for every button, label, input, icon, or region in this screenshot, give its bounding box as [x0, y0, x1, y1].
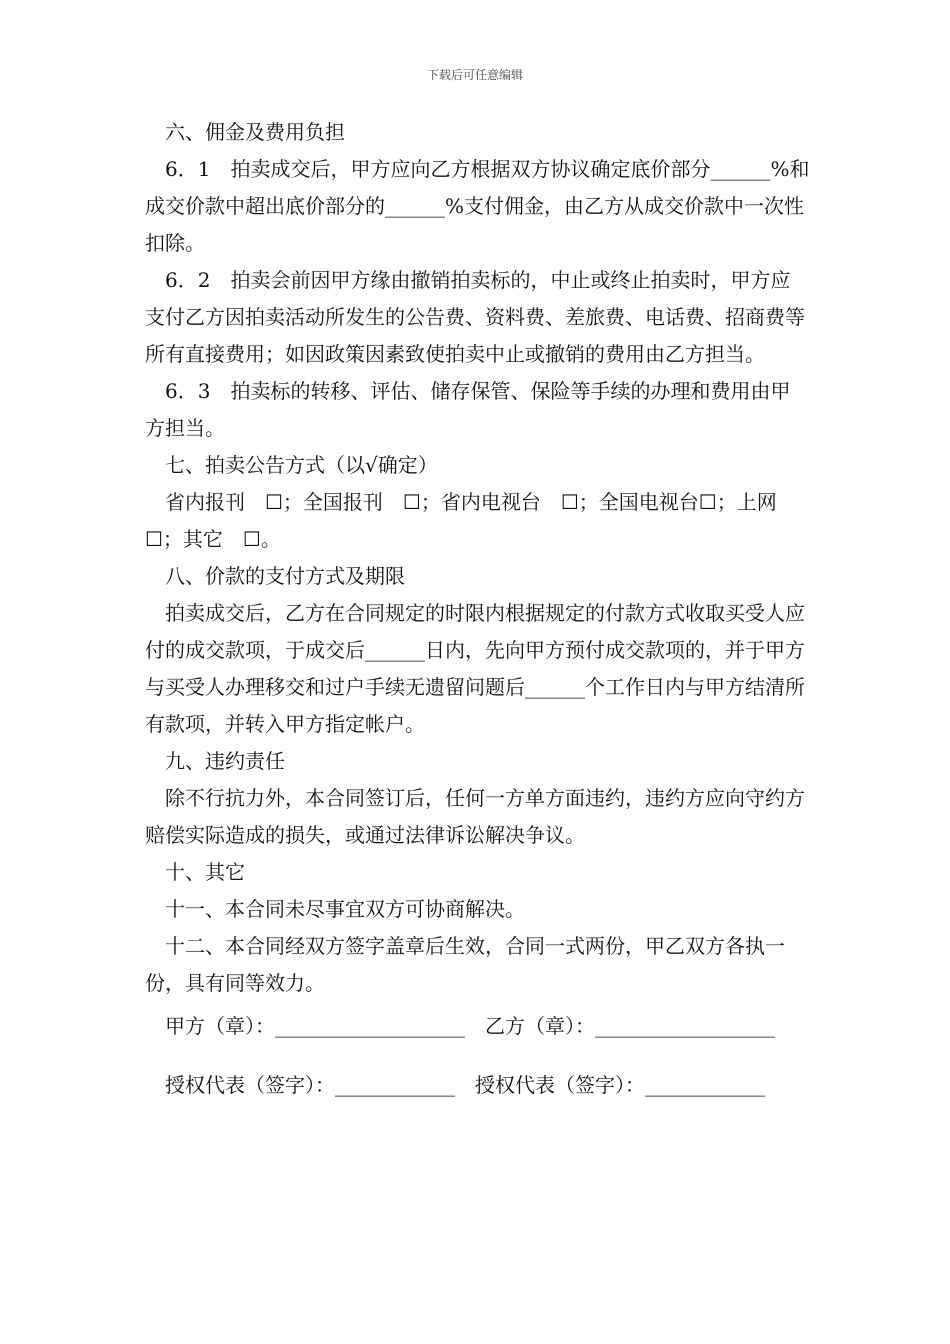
- section-9-title: 九、违约责任: [165, 749, 285, 773]
- section-11: 十一、本合同未尽事宜双方可协商解决。: [165, 897, 525, 921]
- clause-6-3: 6．3 拍卖标的转移、评估、储存保管、保险等手续的办理和费用由甲方担当。: [145, 379, 791, 440]
- section-9-body: 除不行抗力外，本合同签订后，任何一方单方面违约，违约方应向守约方赔偿实际造成的损失，或通过法律诉讼解决争议。: [145, 786, 805, 847]
- clause-6-1: 6．1 拍卖成交后，甲方应向乙方根据双方协议确定底价部分______%和成交价款中超出底价部分的______%支付佣金，由乙方从成交价款中一次性扣除。: [145, 157, 810, 255]
- section-8-body: 拍卖成交后，乙方在合同规定的时限内根据规定的付款方式收取买受人应付的成交款项，于成交后______日内，先向甲方预付成交款项的，并于甲方与买受人办理移交和过户手续无遗留问题后______个工作日内与甲方结清所有款项，并转入甲方指定帐户。: [145, 601, 805, 736]
- page-header-note: 下载后可任意编辑: [426, 68, 523, 82]
- contract-body: [145, 114, 810, 1104]
- section-6-title: 六、佣金及费用负担: [165, 120, 345, 144]
- section-7-title: 七、拍卖公告方式（以√确定）: [165, 453, 438, 477]
- section-12: 十二、本合同经双方签字盖章后生效，合同一式两份，甲乙双方各执一份，具有同等效力。: [145, 934, 785, 995]
- signature-line-representatives: 授权代表（签字）：____________ 授权代表（签字）：____________: [165, 1073, 765, 1097]
- clause-6-2: 6．2 拍卖会前因甲方缘由撤销拍卖标的，中止或终止拍卖时，甲方应支付乙方因拍卖活动所发生的公告费、资料费、差旅费、电话费、招商费等所有直接费用；如因政策因素致使拍卖中止或撤销的费用由乙方担当。: [145, 268, 805, 366]
- section-10-title: 十、其它: [165, 860, 245, 884]
- section-8-title: 八、价款的支付方式及期限: [165, 564, 405, 588]
- signature-line-parties: 甲方（章）：___________________ 乙方（章）：__________________: [165, 1014, 775, 1038]
- section-7-options: 省内报刊 ☐；全国报刊 ☐；省内电视台 ☐；全国电视台☐；上网 ☐；其它 ☐。: [145, 490, 797, 551]
